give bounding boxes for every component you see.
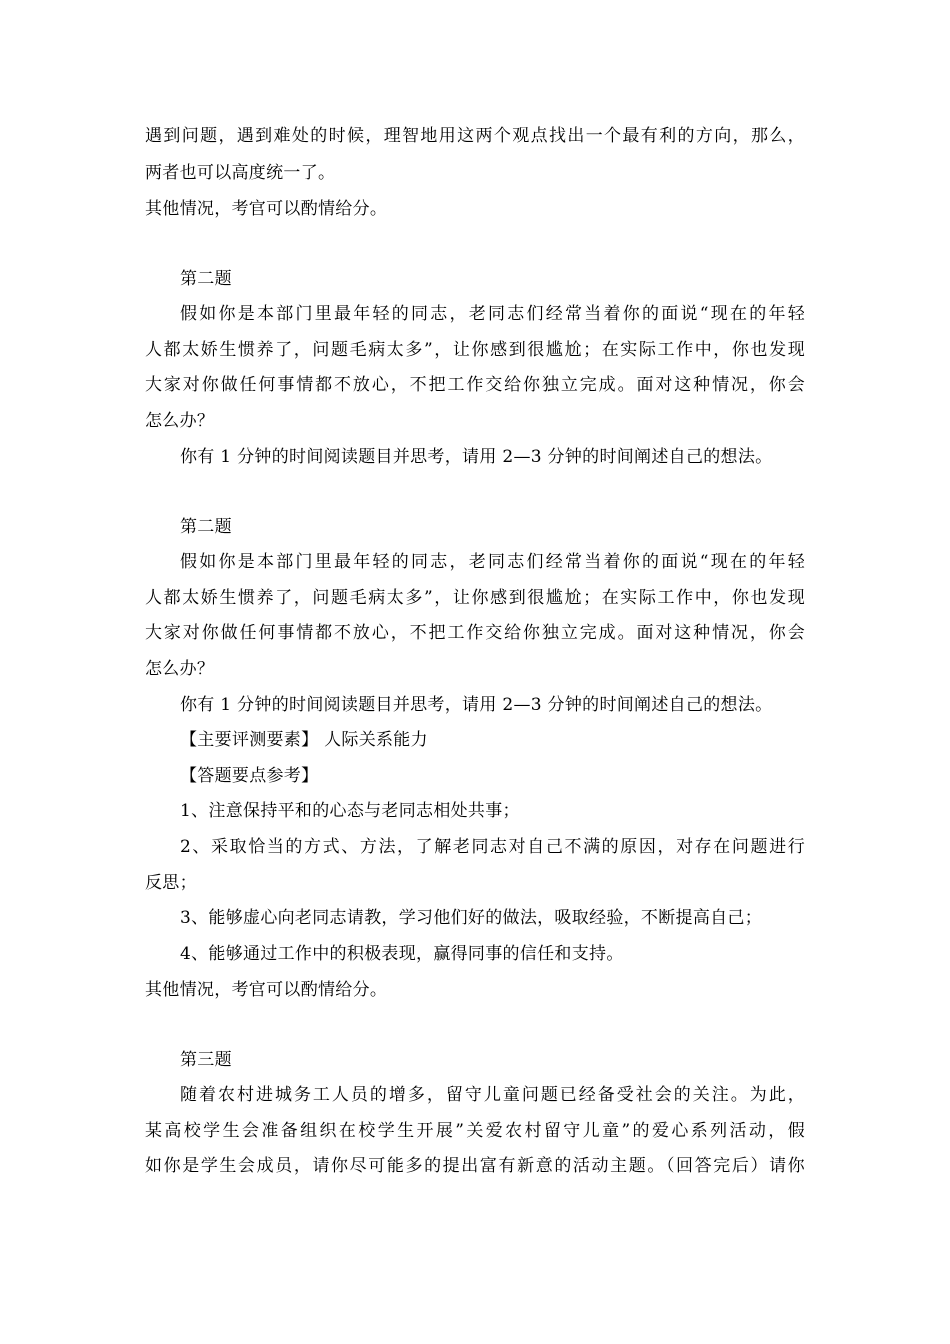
paragraph-line: 如你是学生会成员，请你尽可能多的提出富有新意的活动主题。（回答完后）请你: [145, 1156, 805, 1176]
evaluation-factor: 【主要评测要素】 人际关系能力: [180, 730, 428, 750]
answer-point-continuation: 反思；: [145, 873, 197, 893]
answer-point: 3、能够虚心向老同志请教，学习他们好的做法，吸取经验，不断提高自己；: [180, 908, 763, 928]
answer-point: 2、采取恰当的方式、方法，了解老同志对自己不满的原因，对存在问题进行: [180, 837, 805, 857]
paragraph-line: 大家对你做任何事情都不放心，不把工作交给你独立完成。面对这种情况，你会: [145, 375, 805, 395]
paragraph-line: 怎么办？: [145, 659, 215, 679]
question-heading: 第二题: [180, 269, 232, 289]
answer-key-heading: 【答题要点参考】: [180, 766, 319, 786]
question-heading: 第三题: [180, 1050, 232, 1070]
instruction-line: 你有 1 分钟的时间阅读题目并思考，请用 2—3 分钟的时间阐述自己的想法。: [180, 695, 773, 715]
instruction-line: 你有 1 分钟的时间阅读题目并思考，请用 2—3 分钟的时间阐述自己的想法。: [180, 447, 773, 467]
paragraph-line: 大家对你做任何事情都不放心，不把工作交给你独立完成。面对这种情况，你会: [145, 623, 805, 643]
paragraph-line: 遇到问题，遇到难处的时候，理智地用这两个观点找出一个最有利的方向，那么，: [145, 126, 805, 146]
paragraph-line: 随着农村进城务工人员的增多，留守儿童问题已经备受社会的关注。为此，: [180, 1085, 805, 1105]
scoring-note: 其他情况，考官可以酌情给分。: [145, 199, 388, 219]
answer-point: 1、注意保持平和的心态与老同志相处共事；: [180, 801, 520, 821]
scoring-note: 其他情况，考官可以酌情给分。: [145, 980, 388, 1000]
paragraph-line: 人都太娇生惯养了，问题毛病太多”，让你感到很尴尬；在实际工作中，你也发现: [145, 340, 805, 360]
question-heading: 第二题: [180, 517, 232, 537]
paragraph-line: 人都太娇生惯养了，问题毛病太多”，让你感到很尴尬；在实际工作中，你也发现: [145, 588, 805, 608]
paragraph-line: 假如你是本部门里最年轻的同志，老同志们经常当着你的面说“现在的年轻: [180, 552, 805, 572]
paragraph-line: 某高校学生会准备组织在校学生开展”关爱农村留守儿童”的爱心系列活动，假: [145, 1121, 805, 1141]
answer-point: 4、能够通过工作中的积极表现，赢得同事的信任和支持。: [180, 944, 624, 964]
paragraph-line: 假如你是本部门里最年轻的同志，老同志们经常当着你的面说“现在的年轻: [180, 304, 805, 324]
paragraph-line: 两者也可以高度统一了。: [145, 163, 336, 183]
paragraph-line: 怎么办？: [145, 411, 215, 431]
